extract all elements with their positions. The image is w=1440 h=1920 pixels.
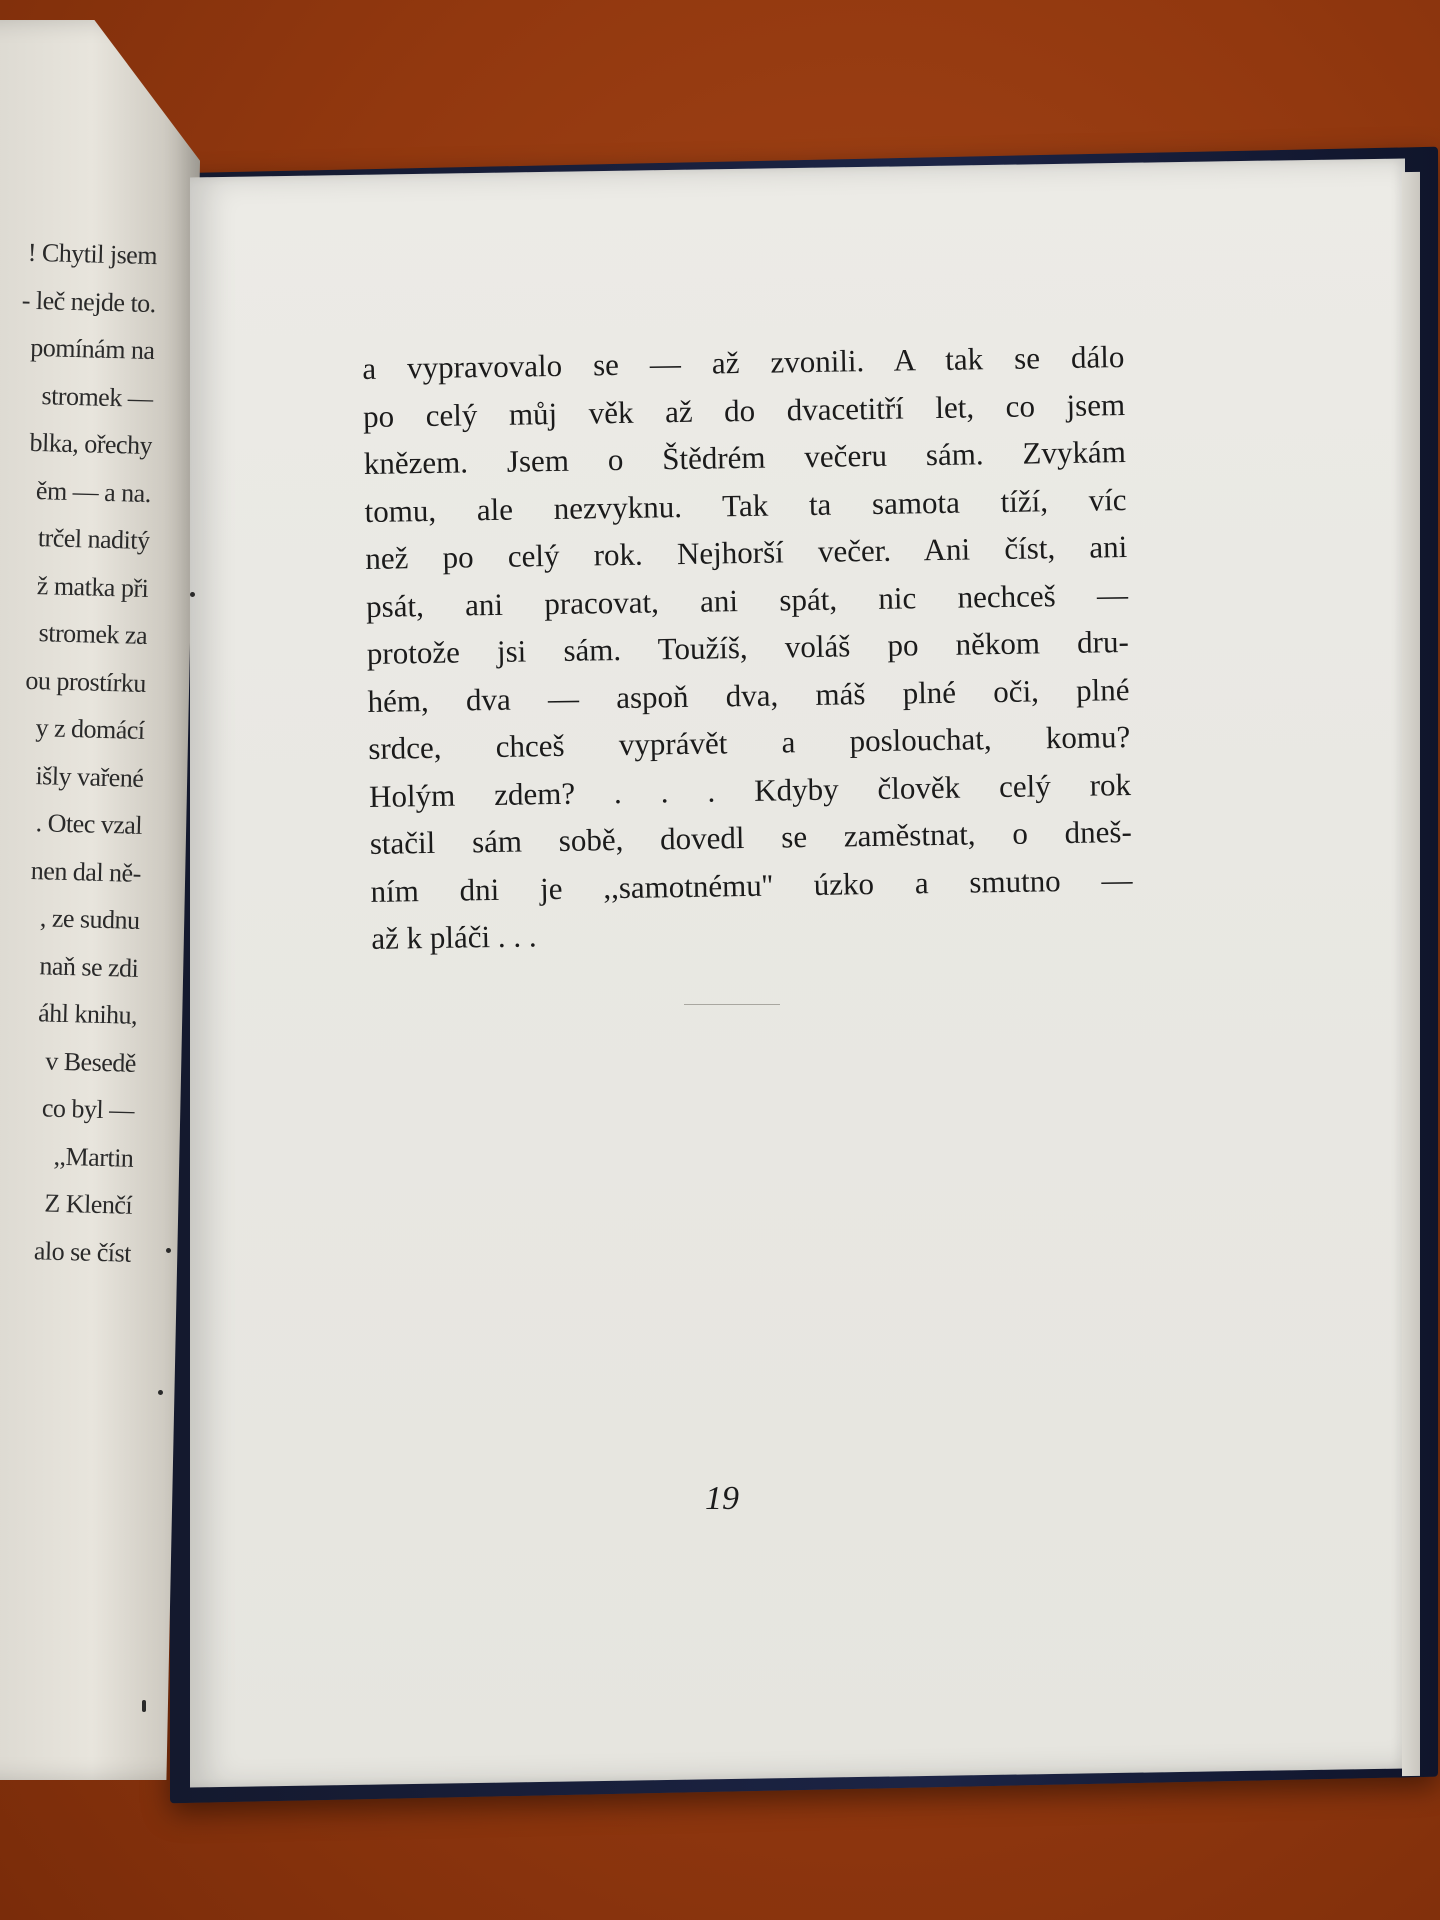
left-line: išly vařené: [35, 760, 144, 793]
text-line: protože jsi sám. Toužíš, voláš po někom dru-: [366, 623, 1130, 671]
left-line: co byl —: [41, 1093, 136, 1125]
text-line: až k pláči . . .: [371, 918, 537, 956]
left-line: stromek za: [38, 618, 148, 650]
left-line: stromek —: [41, 380, 154, 413]
left-line: ou prostírku: [25, 665, 147, 698]
text-line: než po celý rok. Nejhorší večer. Ani číst, ani: [365, 529, 1128, 576]
left-line: ! Chytil jsem: [27, 237, 158, 271]
left-line: áhl knihu,: [37, 998, 138, 1030]
left-line: y z domácí: [35, 713, 145, 745]
left-line: ž matka při: [36, 570, 149, 603]
text-line: ním dni je ,,samotnému'' úzko a smutno —: [370, 861, 1133, 909]
left-page-text: [0, 228, 158, 1277]
section-divider: [684, 1004, 780, 1005]
left-line: . Otec vzal: [35, 808, 143, 840]
left-line: , ze sudnu: [39, 903, 141, 935]
left-line: pomínám na: [29, 332, 155, 366]
text-line: Holým zdem? . . . Kdyby člověk celý rok: [368, 766, 1132, 814]
text-line: a vypravovalo se — až zvonili. A tak se dálo: [362, 339, 1125, 386]
paper-speck: [190, 592, 195, 597]
text-line: srdce, chceš vyprávět a poslouchat, komu?: [368, 718, 1131, 766]
left-line: naň se zdi: [39, 950, 139, 983]
paper-speck: [142, 1700, 146, 1712]
right-page-text: [362, 333, 1134, 962]
left-line: Z Klenčí: [44, 1188, 133, 1220]
text-line: hém, dva — aspoň dva, máš plné oči, plné: [367, 671, 1130, 719]
text-line: po celý můj věk až do dvacetitří let, co jsem: [362, 386, 1126, 434]
left-line: v Besedě: [44, 1045, 137, 1078]
left-line: - leč nejde to.: [21, 285, 157, 318]
page-number: 19: [705, 1480, 739, 1517]
text-line: knězem. Jsem o Štědrém večeru sám. Zvykám: [363, 434, 1127, 481]
page-edge: [1402, 172, 1420, 1776]
paper-speck: [166, 1248, 171, 1253]
text-line: stačil sám sobě, dovedl se zaměstnat, o dneš-: [369, 813, 1133, 861]
left-line: trčel naditý: [37, 523, 150, 556]
left-line: ěm — a na.: [35, 475, 152, 508]
text-line: psát, ani pracovat, ani spát, nic nechceš —: [365, 576, 1129, 624]
left-line: nen dal ně-: [30, 855, 142, 888]
left-line: ,,Martin: [53, 1141, 134, 1173]
text-line: tomu, ale nezvyknu. Tak ta samota tíží, víc: [364, 481, 1127, 529]
left-line: blka, ořechy: [29, 427, 153, 461]
paper-speck: [158, 1390, 163, 1395]
left-line: alo se číst: [33, 1235, 132, 1268]
